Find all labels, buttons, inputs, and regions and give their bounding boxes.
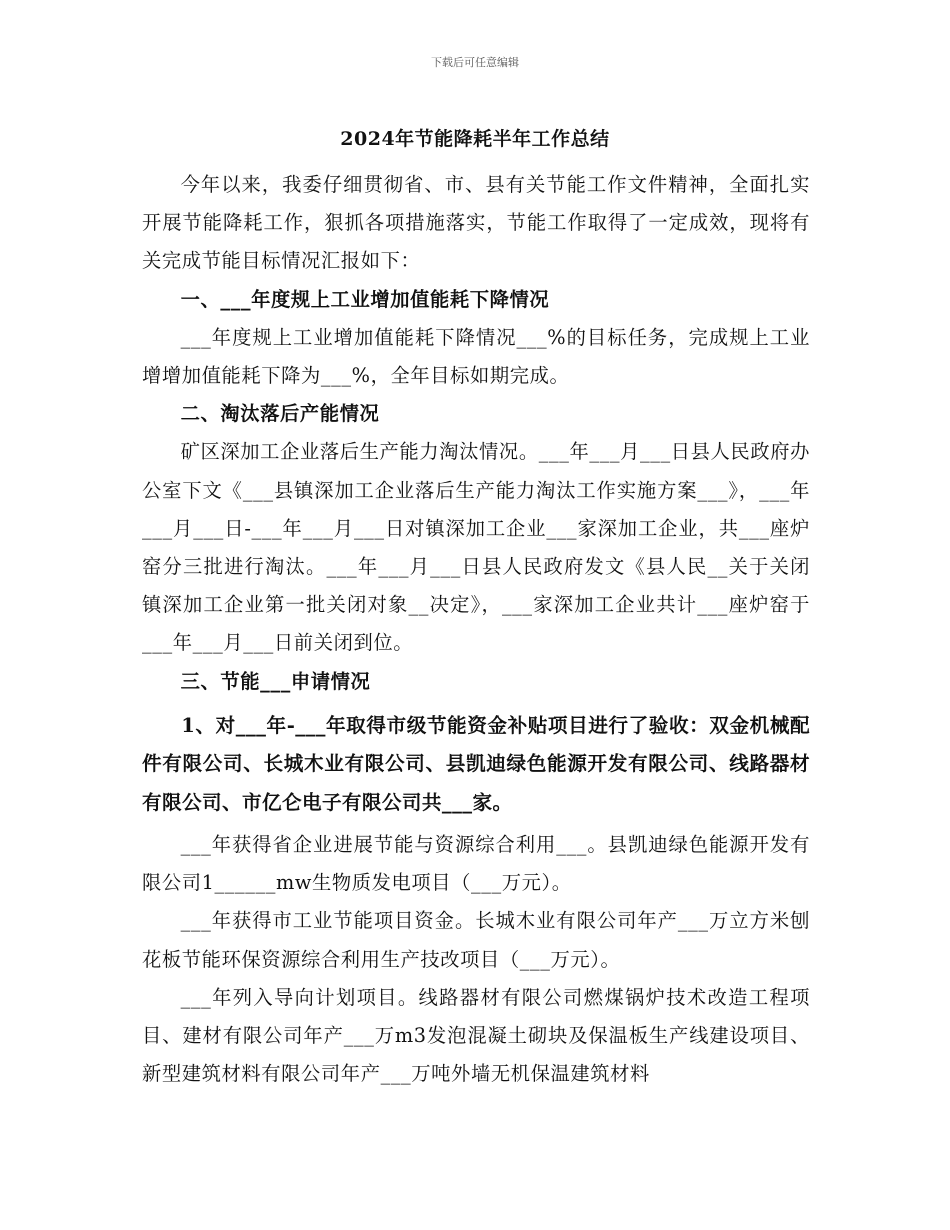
page-header-note: 下载后可任意编辑 <box>431 56 519 69</box>
intro-paragraph: 今年以来，我委仔细贯彻省、市、县有关节能工作文件精神，全面扎实开展节能降耗工作，狠抓各项措施落实，节能工作取得了一定成效，现将有关完成节能目标情况汇报如下： <box>142 173 810 273</box>
section-3-paragraph-a: ___年获得省企业进展节能与资源综合利用___。县凯迪绿色能源开发有限公司1______mw生物质发电项目（___万元）。 <box>142 833 810 895</box>
section-1-paragraph: ___年度规上工业增加值能耗下降情况___%的目标任务，完成规上工业增增加值能耗下降为___%，全年目标如期完成。 <box>142 325 810 388</box>
document-body <box>142 166 810 1093</box>
document-title: 2024年节能降耗半年工作总结 <box>340 128 610 150</box>
section-3-item-1: 1、对___年-___年取得市级节能资金补贴项目进行了验收：双金机械配件有限公司、长城木业有限公司、县凯迪绿色能源开发有限公司、线路器材有限公司、市亿仑电子有限公司共___家。 <box>142 713 810 814</box>
section-heading-3: 三、节能___申请情况 <box>180 669 371 693</box>
section-3-paragraph-c: ___年列入导向计划项目。线路器材有限公司燃煤锅炉技术改造工程项目、建材有限公司年产___万m3发泡混凝土砌块及保温板生产线建设项目、新型建筑材料有限公司年产___万吨外墙无机保温建筑材料 <box>142 985 810 1086</box>
section-2-paragraph: 矿区深加工企业落后生产能力淘汰情况。___年___月___日县人民政府办公室下文《___县镇深加工企业落后生产能力淘汰工作实施方案___》，___年___月___日-___年___月___日对镇深加工企业___家深加工企业，共___座炉窑分三批进行淘汰。___年___月___日县人民政府发文《县人民__关于关闭镇深加工企业第一批关闭对象__决定》，___家深加工企业共计___座炉窑于___年___月___日前关闭到位。 <box>142 440 810 655</box>
section-heading-2: 二、淘汰落后产能情况 <box>180 402 380 426</box>
section-3-paragraph-b: ___年获得市工业节能项目资金。长城木业有限公司年产___万立方米刨花板节能环保资源综合利用生产技改项目（___万元）。 <box>142 909 810 971</box>
section-heading-1: 一、___年度规上工业增加值能耗下降情况 <box>180 287 550 311</box>
